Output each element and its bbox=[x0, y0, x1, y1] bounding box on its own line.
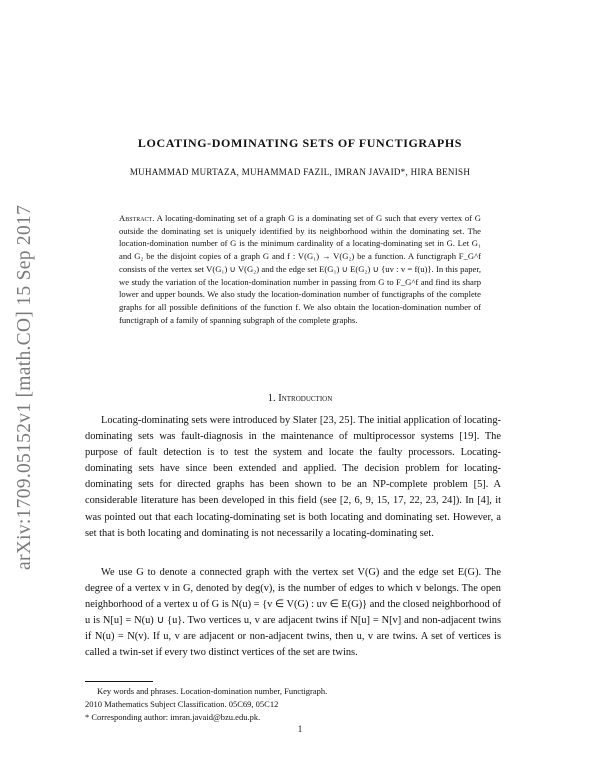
paper-title: LOCATING-DOMINATING SETS OF FUNCTIGRAPHS bbox=[137, 136, 463, 150]
footnote-keywords: Key words and phrases. Location-domination number, Functigraph. bbox=[97, 686, 328, 696]
abstract-text: A locating-dominating set of a graph G is a dominating set of G such that every vertex of G outside the dominating set is uniquely identified by its neighborhood within the dominating set. The location-domination number of G is the minimum cardinality of a locating-dominating set in G. Let G₁ and G₂ be the disjoint copies of a graph G and f : V(G₁) → V(G₂) be a function. A functigraph F_G^f consists of the vertex set V(G₁) ∪ V(G₂) and the edge set E(G₁) ∪ E(G₂) ∪ {uv : v = f(u)}. In this paper, we study the variation of the location-domination number in passing from G to F_G^f and find its sharp lower and upper bounds. We also study the location-domination number of functigraphs of the complete graphs for all possible definitions of the function f. We also obtain the location-domination number of functigraph of a family of spanning subgraph of the complete graphs. bbox=[119, 213, 481, 325]
footnote-corresponding-author: * Corresponding author: imran.javaid@bzu.edu.pk. bbox=[85, 712, 261, 722]
footnote-rule bbox=[85, 681, 153, 682]
abstract bbox=[119, 212, 481, 326]
intro-paragraph-2: We use G to denote a connected graph with the vertex set V(G) and the edge set E(G). The degree of a vertex v in G, denoted by deg(v), is the number of edges to which v belongs. The open neighborhood of a vertex u of G is N(u) = {v ∈ V(G) : uv ∈ E(G)} and the closed neighborhood of u is N[u] = N(u) ∪ {u}. Two vertices u, v are adjacent twins if N[u] = N[v] and non-adjacent twins if N(u) = N(v). If u, v are adjacent or non-adjacent twins, then u, v are twins. A set of vertices is called a twin-set if every two distinct vertices of the set are twins. bbox=[85, 567, 501, 659]
section-title: Introduction bbox=[278, 393, 333, 404]
footnote-msc: 2010 Mathematics Subject Classification. 05C69, 05C12 bbox=[85, 699, 279, 709]
page-number: 1 bbox=[297, 724, 303, 734]
section-heading bbox=[0, 393, 600, 404]
abstract-label: Abstract. bbox=[119, 213, 155, 223]
author-list: MUHAMMAD MURTAZA, MUHAMMAD FAZIL, IMRAN JAVAID*, HIRA BENISH bbox=[129, 167, 471, 177]
section-number: 1. bbox=[267, 393, 276, 404]
intro-paragraph-1: Locating-dominating sets were introduced by Slater [23, 25]. The initial application of locating-dominating sets was fault-diagnosis in the maintenance of multiprocessor systems [19]. The purpose of fault detection is to test the system and locate the faulty processors. Locating-dominating sets have since been extended and applied. The decision problem for locating-dominating sets for directed graphs has been shown to be an NP-complete problem [5]. A considerable literature has been developed in this field (see [2, 6, 9, 15, 17, 22, 23, 24]). In [4], it was pointed out that each locating-dominating set is both locating and dominating set. However, a set that is both locating and dominating is not necessarily a locating-dominating set. bbox=[85, 415, 501, 539]
arxiv-stamp: arXiv:1709.05152v1 [math.CO] 15 Sep 2017 bbox=[14, 204, 35, 570]
